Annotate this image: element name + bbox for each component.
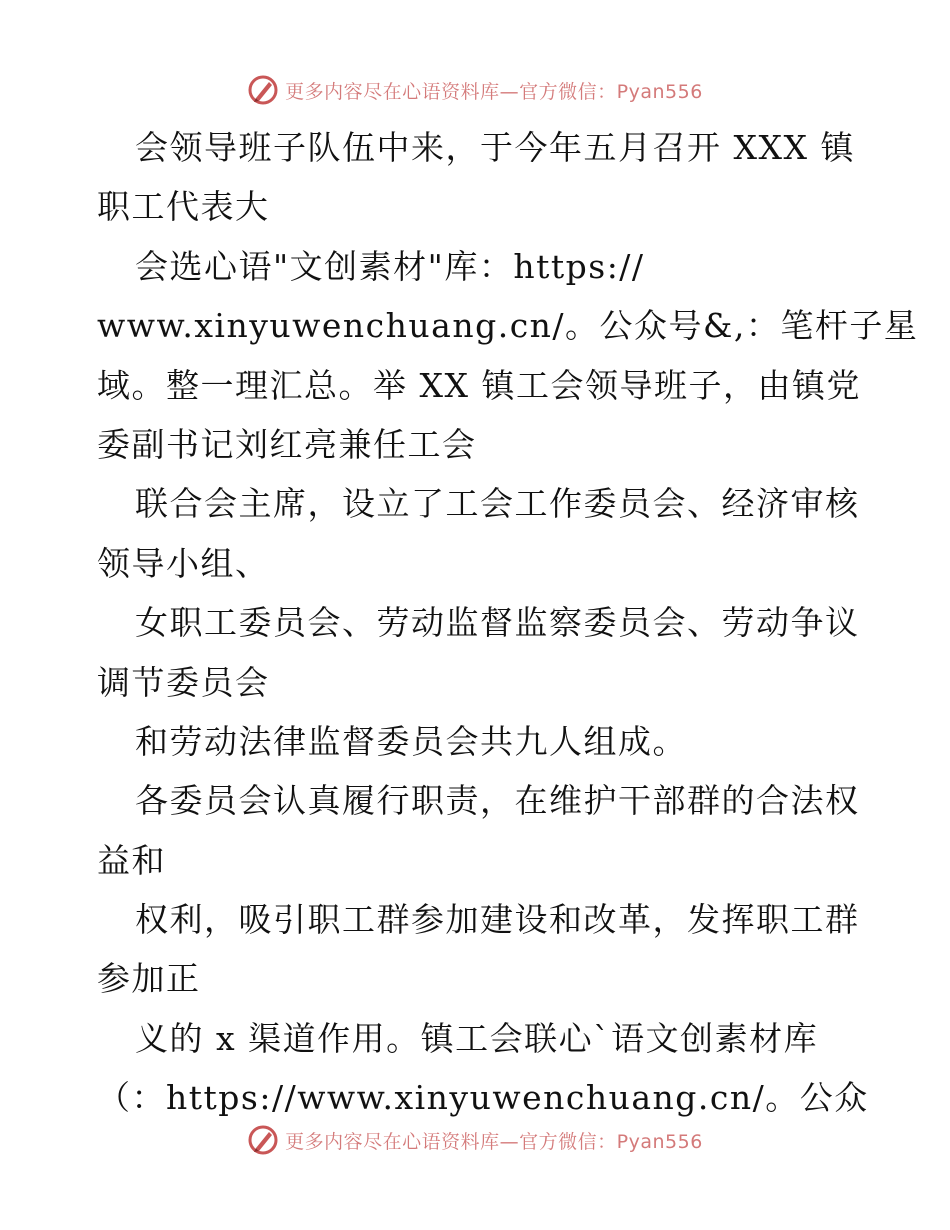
body-line: www.xinyuwenchuang.cn/。公众号&,：笔杆子星 bbox=[97, 306, 919, 346]
body-line: 参加正 bbox=[97, 959, 201, 999]
body-line: 领导小组、 bbox=[97, 543, 270, 583]
footer-banner-text: 更多内容尽在心语资料库—官方微信：Pyan556 bbox=[285, 1130, 703, 1153]
body-line: 委副书记刘红亮兼任工会 bbox=[97, 424, 477, 464]
header-banner bbox=[0, 70, 950, 110]
body-line: （：https://www.xinyuwenchuang.cn/。公众 bbox=[97, 1078, 869, 1118]
body-line: 女职工委员会、劳动监督监察委员会、劳动争议 bbox=[135, 603, 860, 643]
body-line: 各委员会认真履行职责，在维护干部群的合法权 bbox=[135, 781, 860, 821]
body-line: 职工代表大 bbox=[97, 187, 270, 227]
body-line: 益和 bbox=[97, 840, 166, 880]
footer-banner bbox=[0, 1120, 950, 1160]
pen-logo-icon bbox=[247, 1124, 279, 1156]
body-line: 会领导班子队伍中来，于今年五月召开 XXX 镇 bbox=[135, 128, 855, 167]
document-body bbox=[97, 128, 919, 1138]
body-line: 权利，吸引职工群参加建设和改革，发挥职工群 bbox=[135, 900, 860, 940]
body-line: 会选心语"文创素材"库：https:// bbox=[135, 246, 645, 286]
pen-logo-icon bbox=[247, 74, 279, 106]
header-banner-text: 更多内容尽在心语资料库—官方微信：Pyan556 bbox=[285, 80, 703, 103]
body-line: 调节委员会 bbox=[97, 662, 270, 702]
body-line: 域。整一理汇总。举 XX 镇工会领导班子，由镇党 bbox=[97, 365, 861, 405]
body-line: 义的 x 渠道作用。镇工会联心`语文创素材库 bbox=[135, 1018, 819, 1058]
body-line: 和劳动法律监督委员会共九人组成。 bbox=[135, 721, 687, 761]
body-line: 联合会主席，设立了工会工作委员会、经济审核 bbox=[135, 484, 860, 524]
